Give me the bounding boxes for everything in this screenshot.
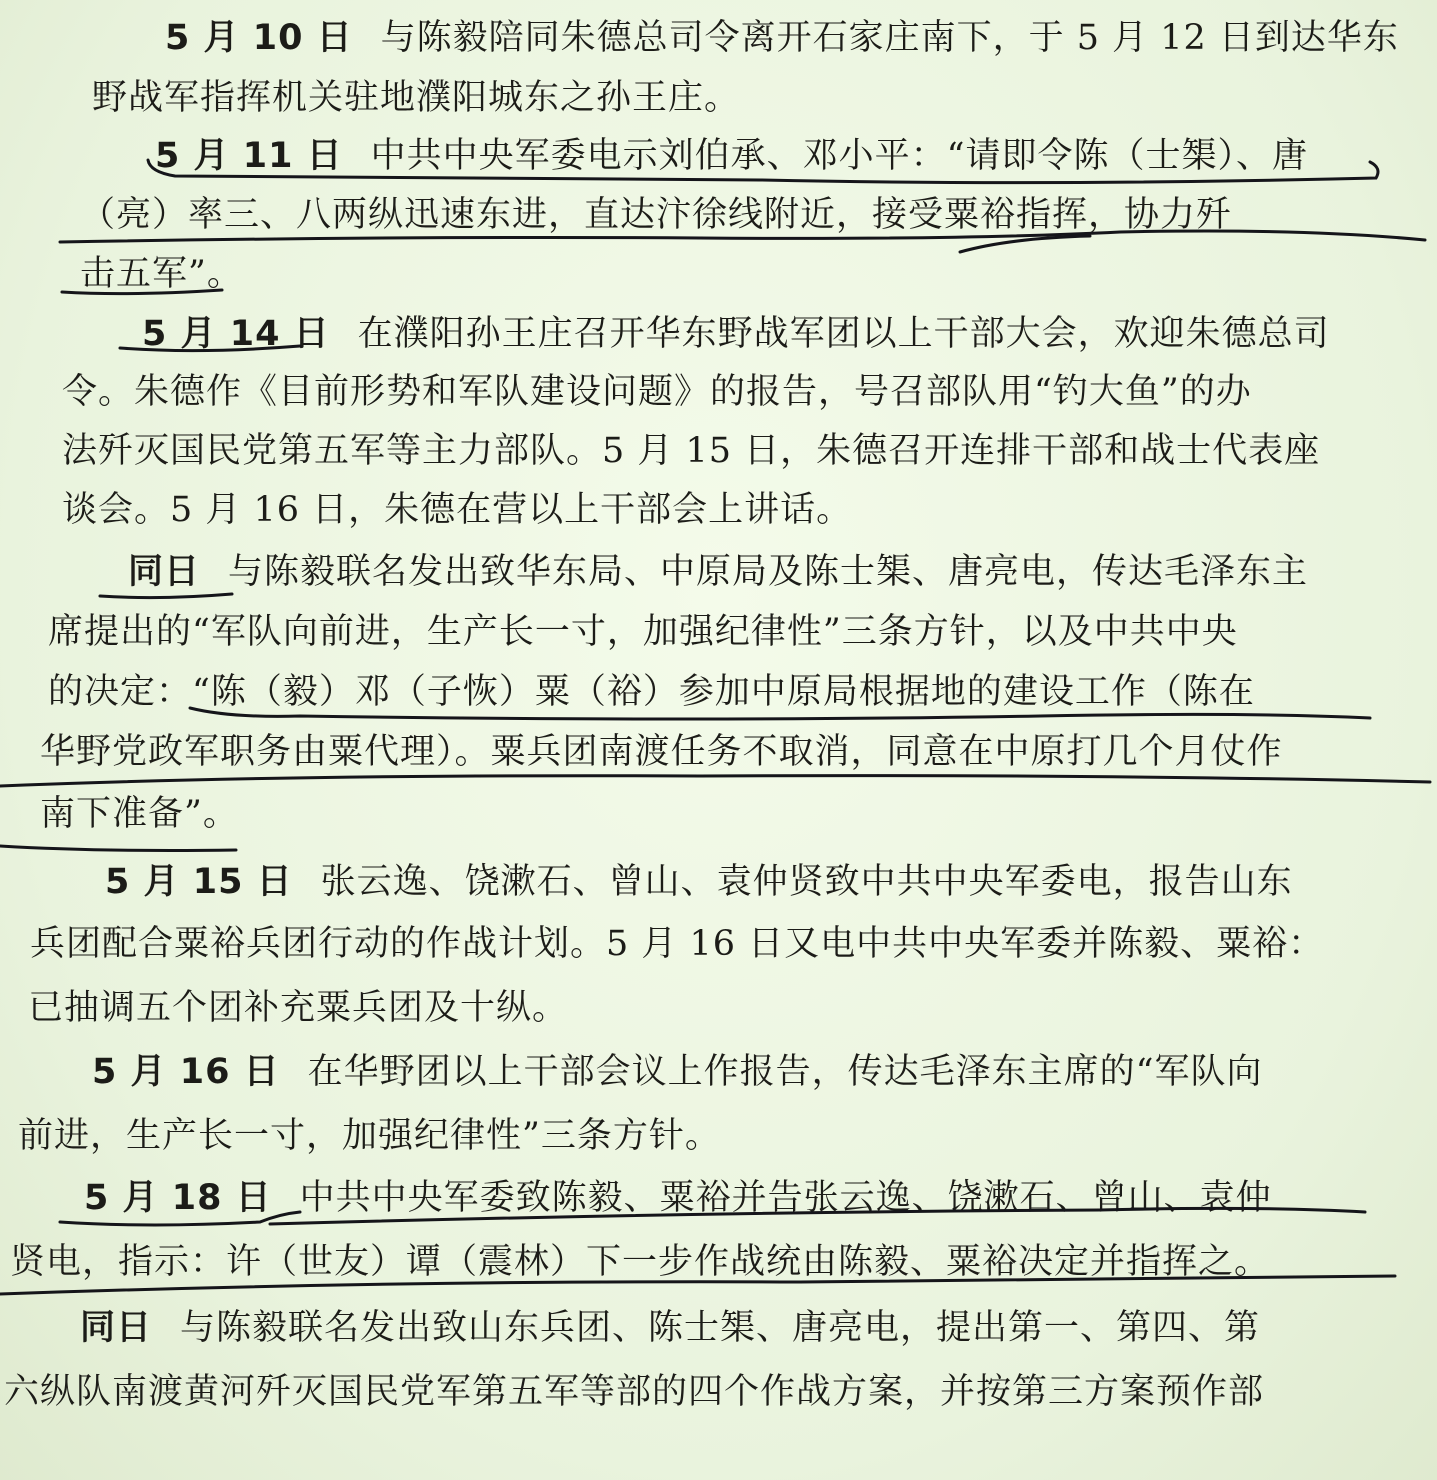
- entry-text: 在濮阳孙王庄召开华东野战军团以上干部大会，欢迎朱德总司: [357, 314, 1330, 354]
- entry-text: 中共中央军委电示刘伯承、邓小平：“请即令陈（士榘）、唐: [370, 136, 1309, 176]
- text-line: 法歼灭国民党第五军等主力部队。5 月 15 日，朱德召开连排干部和战士代表座: [62, 431, 1321, 471]
- text-line: [165, 16, 1399, 60]
- text-line: 野战军指挥机关驻地濮阳城东之孙王庄。: [92, 78, 741, 118]
- entry-date: 同日: [80, 1308, 153, 1348]
- entry-date: 5 月 10 日: [165, 18, 353, 58]
- text-line: 贤电，指示：许（世友）谭（震林）下一步作战统由陈毅、粟裕决定并指挥之。: [10, 1242, 1271, 1282]
- text-line: [80, 1306, 1260, 1350]
- text-line: 华野党政军职务由粟代理）。粟兵团南渡任务不取消，同意在中原打几个月仗作: [40, 732, 1283, 772]
- text-line: 前进，生产长一寸，加强纪律性”三条方针。: [18, 1116, 721, 1156]
- text-line: 南下准备”。: [40, 794, 239, 834]
- text-line: 令。朱德作《目前形势和军队建设问题》的报告，号召部队用“钓大鱼”的办: [62, 372, 1252, 412]
- entry-text: 在华野团以上干部会议上作报告，传达毛泽东主席的“军队向: [307, 1052, 1263, 1092]
- text-line: [105, 860, 1293, 904]
- entry-date: 5 月 14 日: [142, 314, 330, 354]
- entry-text: 与陈毅陪同朱德总司令离开石家庄南下，于 5 月 12 日到达华东: [380, 18, 1399, 58]
- text-line: [84, 1176, 1272, 1220]
- entry-date: 5 月 11 日: [155, 136, 343, 176]
- text-line: [155, 134, 1308, 178]
- text-line: （亮）率三、八两纵迅速东进，直达汴徐线附近，接受粟裕指挥，协力歼: [80, 195, 1233, 235]
- underline-stroke: [100, 594, 232, 598]
- underline-stroke: [960, 236, 1090, 252]
- text-line: 的决定：“陈（毅）邓（子恢）粟（裕）参加中原局根据地的建设工作（陈在: [48, 672, 1255, 712]
- underline-stroke: [0, 776, 1430, 786]
- text-line: 兵团配合粟裕兵团行动的作战计划。5 月 16 日又电中共中央军委并陈毅、粟裕：: [30, 924, 1325, 964]
- text-line: 已抽调五个团补充粟兵团及十纵。: [28, 988, 569, 1028]
- text-line: [92, 1050, 1263, 1094]
- text-line: 六纵队南渡黄河歼灭国民党军第五军等部的四个作战方案，并按第三方案预作部: [4, 1372, 1265, 1412]
- entry-date: 5 月 18 日: [84, 1178, 272, 1218]
- entry-text: 与陈毅联名发出致华东局、中原局及陈士榘、唐亮电，传达毛泽东主: [228, 552, 1309, 592]
- entry-text: 与陈毅联名发出致山东兵团、陈士榘、唐亮电，提出第一、第四、第: [180, 1308, 1261, 1348]
- entry-date: 同日: [128, 552, 201, 592]
- text-line: [142, 312, 1330, 356]
- underline-stroke: [0, 846, 236, 851]
- text-line: [128, 550, 1308, 594]
- entry-text: 中共中央军委致陈毅、粟裕并告张云逸、饶漱石、曾山、袁仲: [299, 1178, 1272, 1218]
- text-line: 谈会。5 月 16 日，朱德在营以上干部会上讲话。: [62, 490, 853, 530]
- entry-date: 5 月 15 日: [105, 862, 293, 902]
- entry-date: 5 月 16 日: [92, 1052, 280, 1092]
- text-line: 击五军”。: [80, 254, 243, 294]
- entry-text: 张云逸、饶漱石、曾山、袁仲贤致中共中央军委电，报告山东: [320, 862, 1293, 902]
- text-line: 席提出的“军队向前进，生产长一寸，加强纪律性”三条方针，以及中共中央: [48, 612, 1238, 652]
